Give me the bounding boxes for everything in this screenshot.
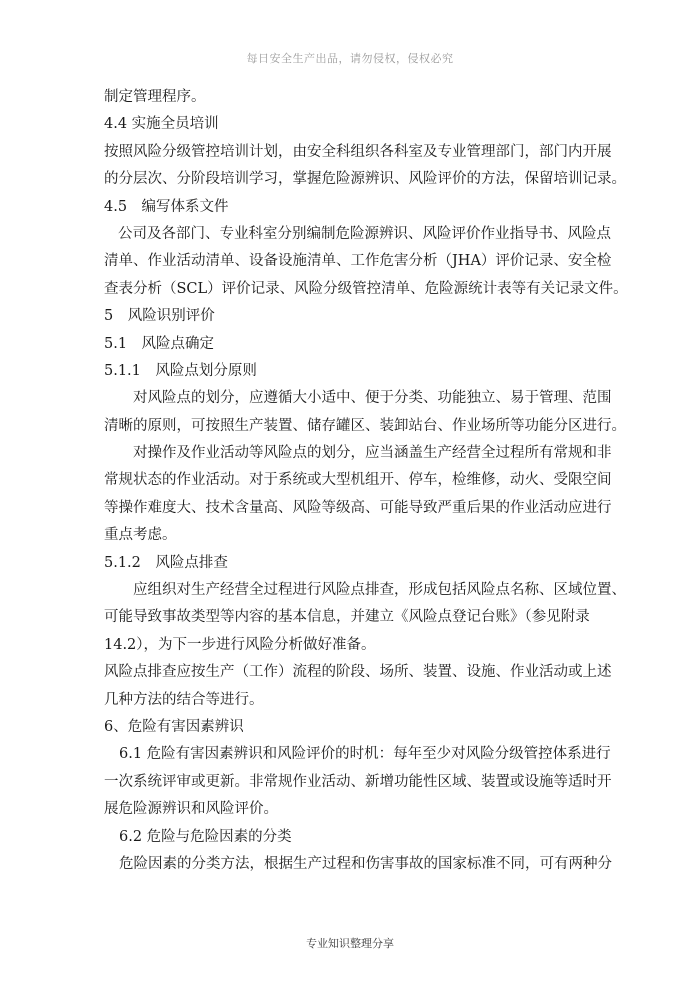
text-line: 对风险点的划分，应遵循大小适中、便于分类、功能独立、易于管理、范围	[133, 390, 612, 407]
text-line: 14.2），为下一步进行风险分析做好准备。	[104, 636, 376, 653]
text-line: 常规状态的作业活动。对于系统或大型机组开、停车，检维修，动火、受限空间	[104, 472, 612, 489]
header-watermark: 每日安全生产出品，请勿侵权，侵权必究	[246, 52, 454, 65]
text-line: 展危险源辨识和风险评价。	[104, 801, 278, 818]
section-heading: 5 风险识别评价	[104, 308, 215, 325]
text-line: 公司及各部门、专业科室分别编制危险源辨识、风险评价作业指导书、风险点	[118, 225, 611, 242]
text-line: 应组织对生产经营全过程进行风险点排查，形成包括风险点名称、区域位置、	[133, 582, 626, 599]
text-line: 一次系统评审或更新。非常规作业活动、新增功能性区域、装置或设施等适时开	[104, 773, 612, 790]
text-line: 对操作及作业活动等风险点的划分，应当涵盖生产经营全过程所有常规和非	[133, 445, 612, 462]
text-line: 等操作难度大、技术含量高、风险等级高、可能导致严重后果的作业活动应进行	[104, 499, 612, 516]
section-heading: 5.1.1 风险点划分原则	[104, 362, 257, 379]
text-line: 查表分析（SCL）评价记录、风险分级管控清单、危险源统计表等有关记录文件。	[104, 280, 628, 297]
section-heading: 5.1 风险点确定	[104, 335, 215, 352]
text-line: 的分层次、分阶段培训学习，掌握危险源辨识、风险评价的方法，保留培训记录。	[104, 171, 626, 188]
section-heading: 5.1.2 风险点排查	[104, 554, 228, 571]
text-line: 几种方法的结合等进行。	[104, 691, 264, 708]
text-line: 清晰的原则，可按照生产装置、储存罐区、装卸站台、作业场所等功能分区进行。	[104, 417, 626, 434]
text-line: 制定管理程序。	[104, 89, 206, 105]
text-line: 6.1 危险有害因素辨识和风险评价的时机：每年至少对风险分级管控体系进行	[119, 746, 611, 763]
text-line: 可能导致事故类型等内容的基本信息，并建立《风险点登记台账》（参见附录	[104, 609, 590, 626]
section-heading: 4.5 编写体系文件	[104, 198, 229, 215]
page-footer: 专业知识整理分享	[306, 937, 394, 950]
text-line: 重点考虑。	[104, 527, 177, 544]
section-heading: 4.4 实施全员培训	[104, 116, 219, 133]
text-line: 风险点排查应按生产（工作）流程的阶段、场所、装置、设施、作业活动或上述	[104, 664, 612, 681]
text-line: 清单、作业活动清单、设备设施清单、工作危害分析（JHA）评价记录、安全检	[104, 253, 612, 270]
text-line: 按照风险分级管控培训计划，由安全科组织各科室及专业管理部门，部门内开展	[104, 143, 612, 160]
section-heading: 6、危险有害因素辨识	[104, 718, 244, 735]
section-heading: 6.2 危险与危险因素的分类	[119, 828, 292, 845]
text-line: 危险因素的分类方法，根据生产过程和伤害事故的国家标准不同，可有两种分	[119, 855, 612, 872]
document-body	[104, 86, 628, 880]
